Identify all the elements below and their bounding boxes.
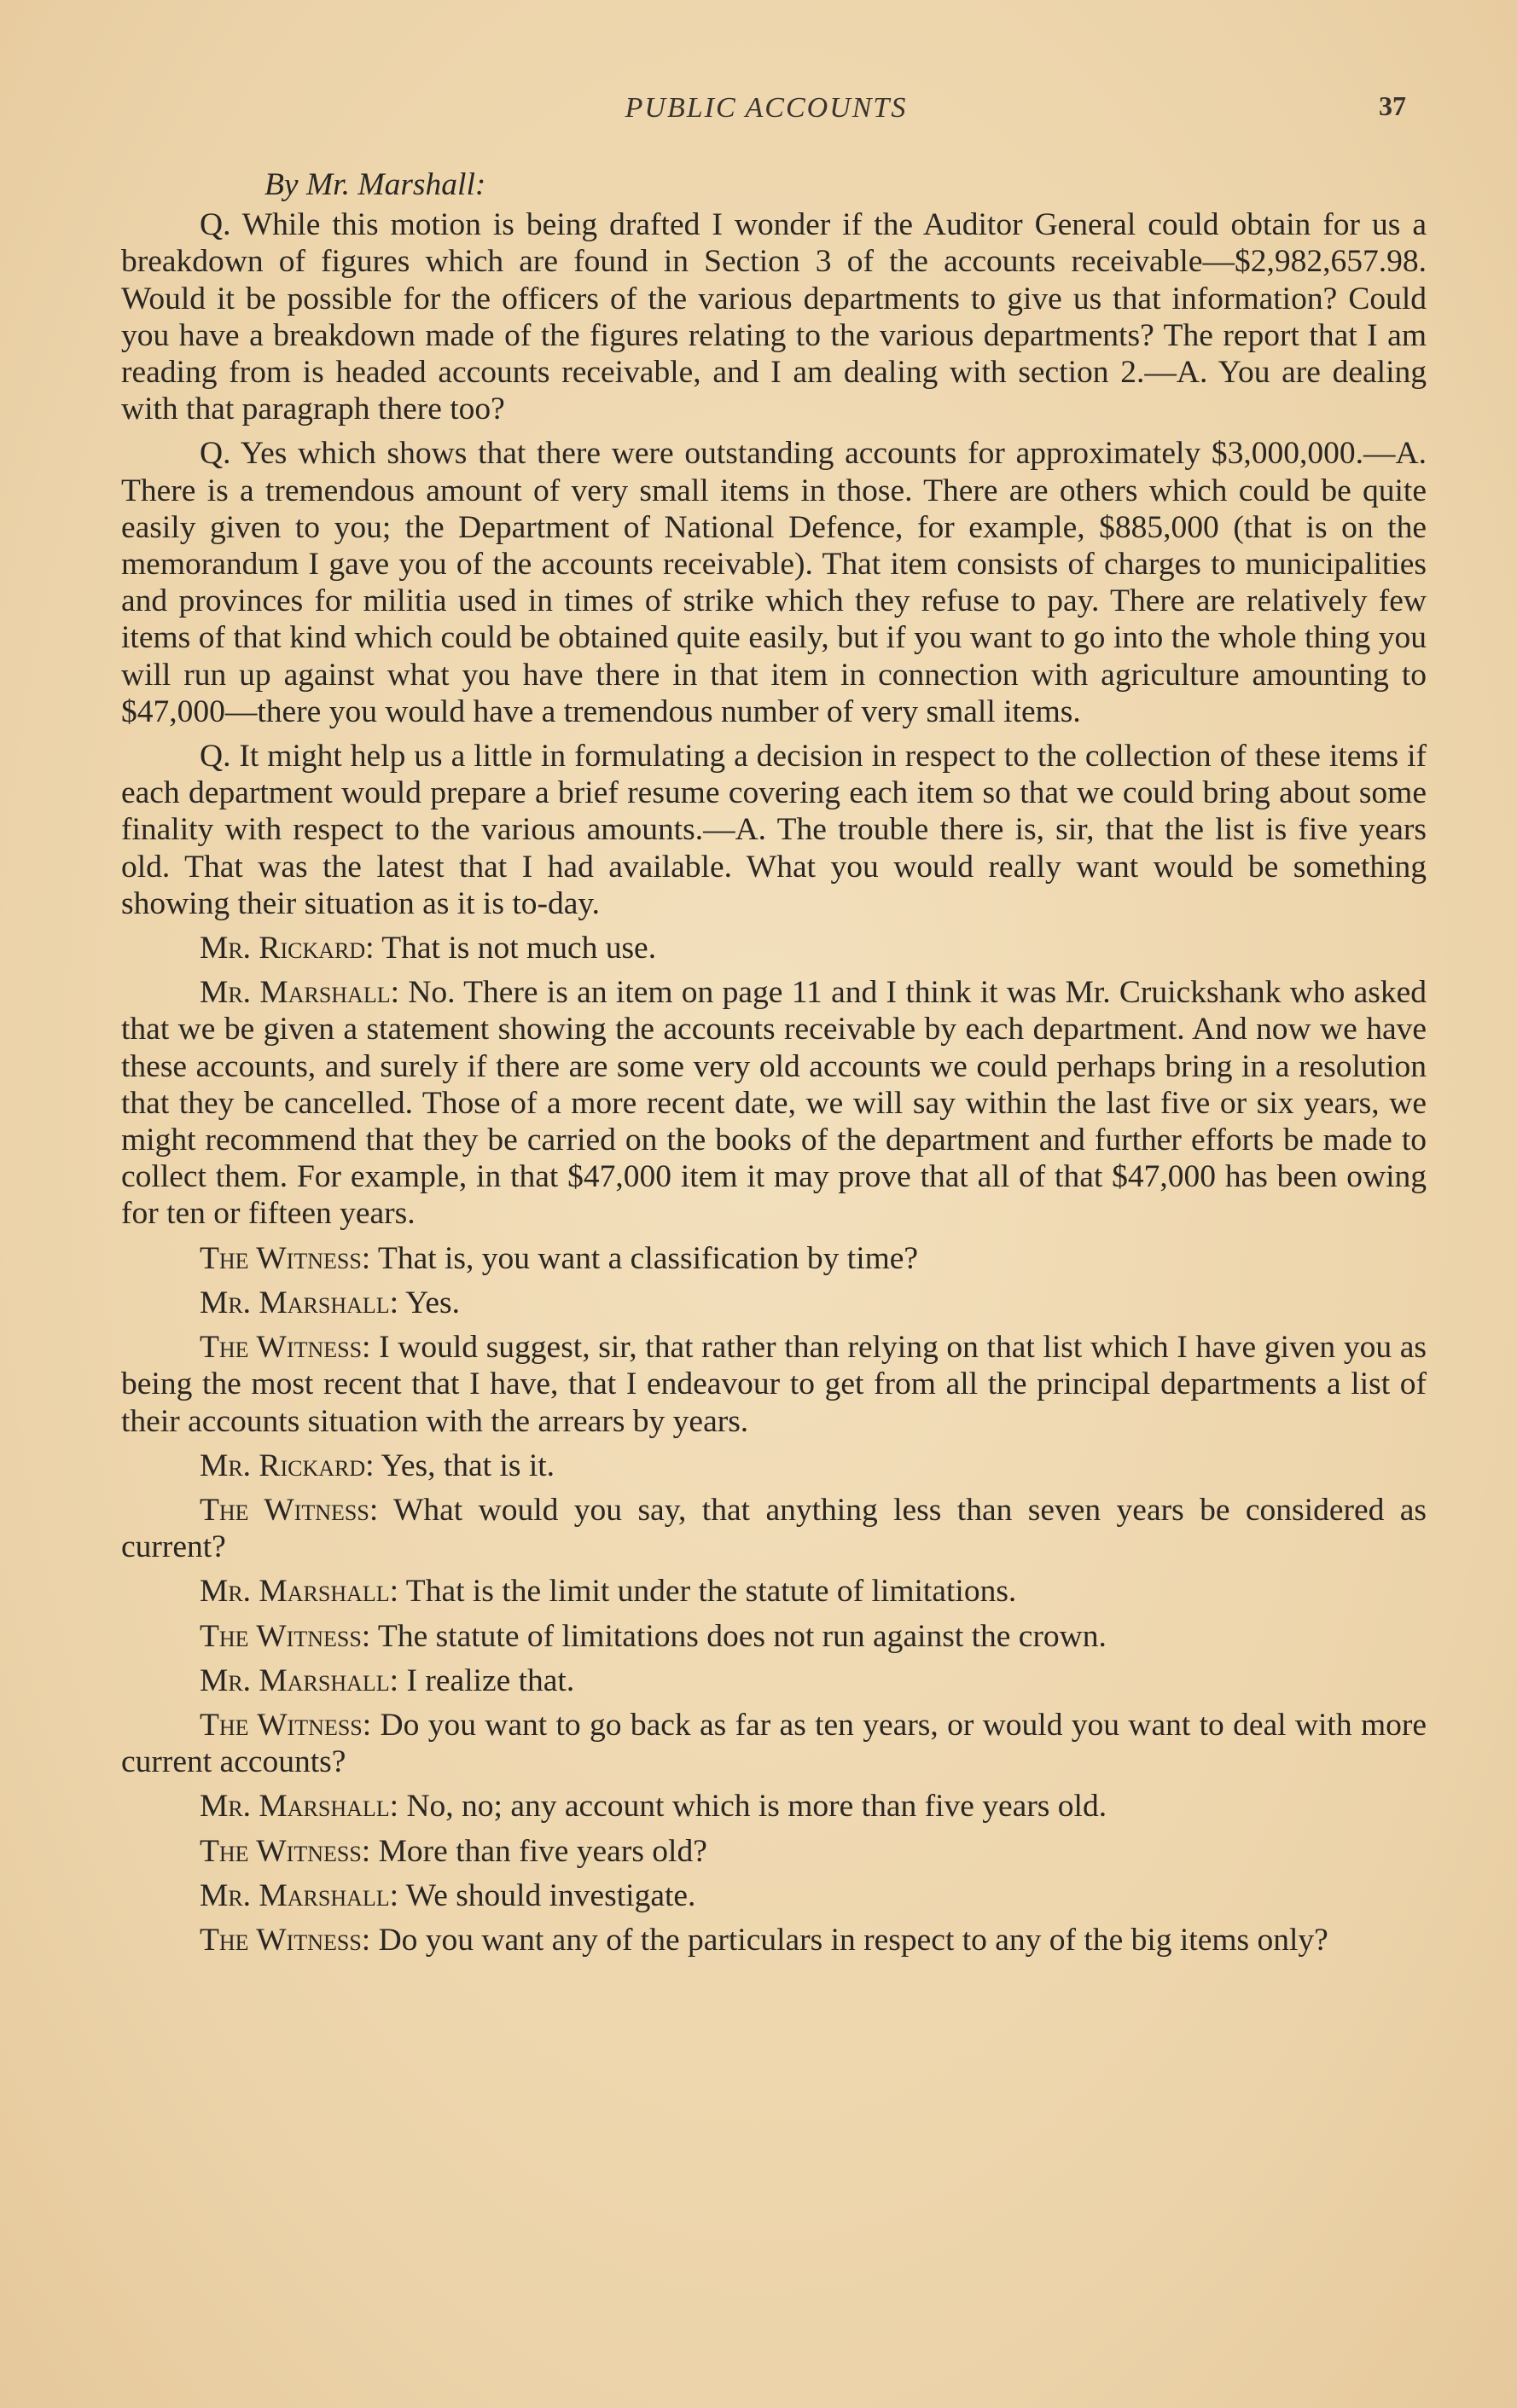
- paragraph-text: I would suggest, sir, that rather than relying on that list which I have given you as being the most recent that I have, that I endeavour to get from all the principal departments a list of their accounts situation with the arrears by years.: [121, 1330, 1427, 1439]
- speech-paragraph: [121, 1448, 1427, 1484]
- speech-paragraph: [121, 1662, 1427, 1699]
- paragraph-text: No, no; any account which is more than five years old.: [406, 1789, 1107, 1825]
- question-paragraph: [121, 738, 1427, 922]
- speaker-name: Mr. Marshall:: [200, 1285, 399, 1320]
- speaker-name: Mr. Marshall:: [200, 1662, 399, 1698]
- speech-paragraph: [121, 1618, 1427, 1655]
- paragraph-text: Q. Yes which shows that there were outstanding accounts for approximately $3,000,000.—A. There is a tremendous amount of very small items in those. There are others which could be quite easily given to you; the Department of National Defence, for example, $885,000 (that is on the memorandum I gave you of the accounts receivable). That item consists of charges to municipalities and provinces for militia used in times of strike which they refuse to pay. There are relatively few items of that kind which could be obtained quite easily, but if you want to go into the whole thing you will run up against what you have there in that item in connection with agriculture amounting to $47,000—there you would have a tremendous number of very small items.: [121, 436, 1427, 729]
- speech-paragraph: [121, 1833, 1427, 1870]
- paragraph-text: What would you say, that anything less than seven years be considered as current?: [121, 1492, 1427, 1565]
- paragraph-text: That is, you want a classification by time?: [377, 1240, 919, 1276]
- speech-paragraph: [121, 930, 1427, 966]
- speech-paragraph: [121, 1573, 1427, 1610]
- paragraph-text: That is the limit under the statute of limitations.: [405, 1574, 1017, 1610]
- speech-paragraph: [121, 1285, 1427, 1321]
- paragraph-text: The statute of limitations does not run against the crown.: [377, 1618, 1107, 1654]
- page-header: [126, 92, 1406, 135]
- speech-paragraph: [121, 1240, 1427, 1277]
- speaker-name: Mr. Marshall:: [200, 1877, 399, 1913]
- paragraph-text: That is not much use.: [381, 931, 657, 966]
- paragraph-text: More than five years old?: [378, 1833, 707, 1869]
- running-head: PUBLIC ACCOUNTS: [625, 92, 908, 124]
- speech-paragraph: [121, 1788, 1427, 1825]
- speaker-name: The Witness:: [200, 1922, 371, 1958]
- speaker-name: The Witness:: [200, 1240, 371, 1276]
- page-number: 37: [1379, 90, 1406, 121]
- byline: By Mr. Marshall:: [264, 167, 486, 202]
- paragraph-text: I realize that.: [406, 1662, 575, 1698]
- paragraph-text: Do you want any of the particulars in respect to any of the big items only?: [378, 1922, 1328, 1958]
- question-paragraph: [121, 206, 1427, 427]
- speaker-name: Mr. Rickard:: [200, 1448, 375, 1483]
- speaker-name: Mr. Marshall:: [200, 1574, 399, 1610]
- speaker-name: Mr. Rickard:: [200, 931, 375, 966]
- speaker-name: Mr. Marshall:: [200, 975, 400, 1011]
- question-paragraph: [121, 435, 1427, 730]
- paragraph-text: Yes, that is it.: [381, 1448, 555, 1483]
- speaker-name: The Witness:: [200, 1492, 379, 1528]
- speaker-name: Mr. Marshall:: [200, 1789, 399, 1825]
- speech-paragraph: [121, 1707, 1427, 1780]
- speaker-name: The Witness:: [200, 1618, 371, 1654]
- transcript-body: [121, 166, 1427, 1958]
- paragraph-text: Q. It might help us a little in formulating a decision in respect to the collection of these items if each department would prepare a brief resume covering each item so that we could bring about some finality with respect to the various amounts.—A. The trouble there is, sir, that the list is five years old. That was the latest that I had available. What you would really want would be something showing their situation as it is to-day.: [121, 739, 1427, 921]
- paragraph-text: No. There is an item on page 11 and I think it was Mr. Cruickshank who asked that we be given a statement showing the accounts receivable by each department. And now we have these accounts, and surely if there are some very old accounts we could perhaps bring in a resolution that they be cancelled. Those of a more recent date, we will say within the last five or six years, we might recommend that they be carried on the books of the department and further efforts be made to collect them. For example, in that $47,000 item it may prove that all of that $47,000 has been owing for ten or fifteen years.: [121, 975, 1427, 1232]
- speech-paragraph: [121, 1492, 1427, 1565]
- paragraph-text: Yes.: [405, 1285, 461, 1320]
- paragraph-text: We should investigate.: [405, 1877, 696, 1913]
- speech-paragraph: [121, 1877, 1427, 1914]
- paragraph-text: Do you want to go back as far as ten years, or would you want to deal with more current accounts?: [121, 1707, 1427, 1780]
- speech-paragraph: [121, 974, 1427, 1232]
- speaker-name: The Witness:: [200, 1707, 372, 1743]
- speech-paragraph: [121, 1922, 1427, 1958]
- paragraph-text: Q. While this motion is being drafted I wonder if the Auditor General could obtain for us a breakdown of figures which are found in Section 3 of the accounts receivable—$2,982,657.98. Would it be possible for the officers of the various departments to give us that information? Could you have a breakdown made of the figures relating to the various departments? The report that I am reading from is headed accounts receivable, and I am dealing with section 2.—A. You are dealing with that paragraph there too?: [121, 207, 1427, 427]
- speech-paragraph: [121, 1329, 1427, 1440]
- speaker-name: The Witness:: [200, 1330, 371, 1366]
- speaker-name: The Witness:: [200, 1833, 371, 1869]
